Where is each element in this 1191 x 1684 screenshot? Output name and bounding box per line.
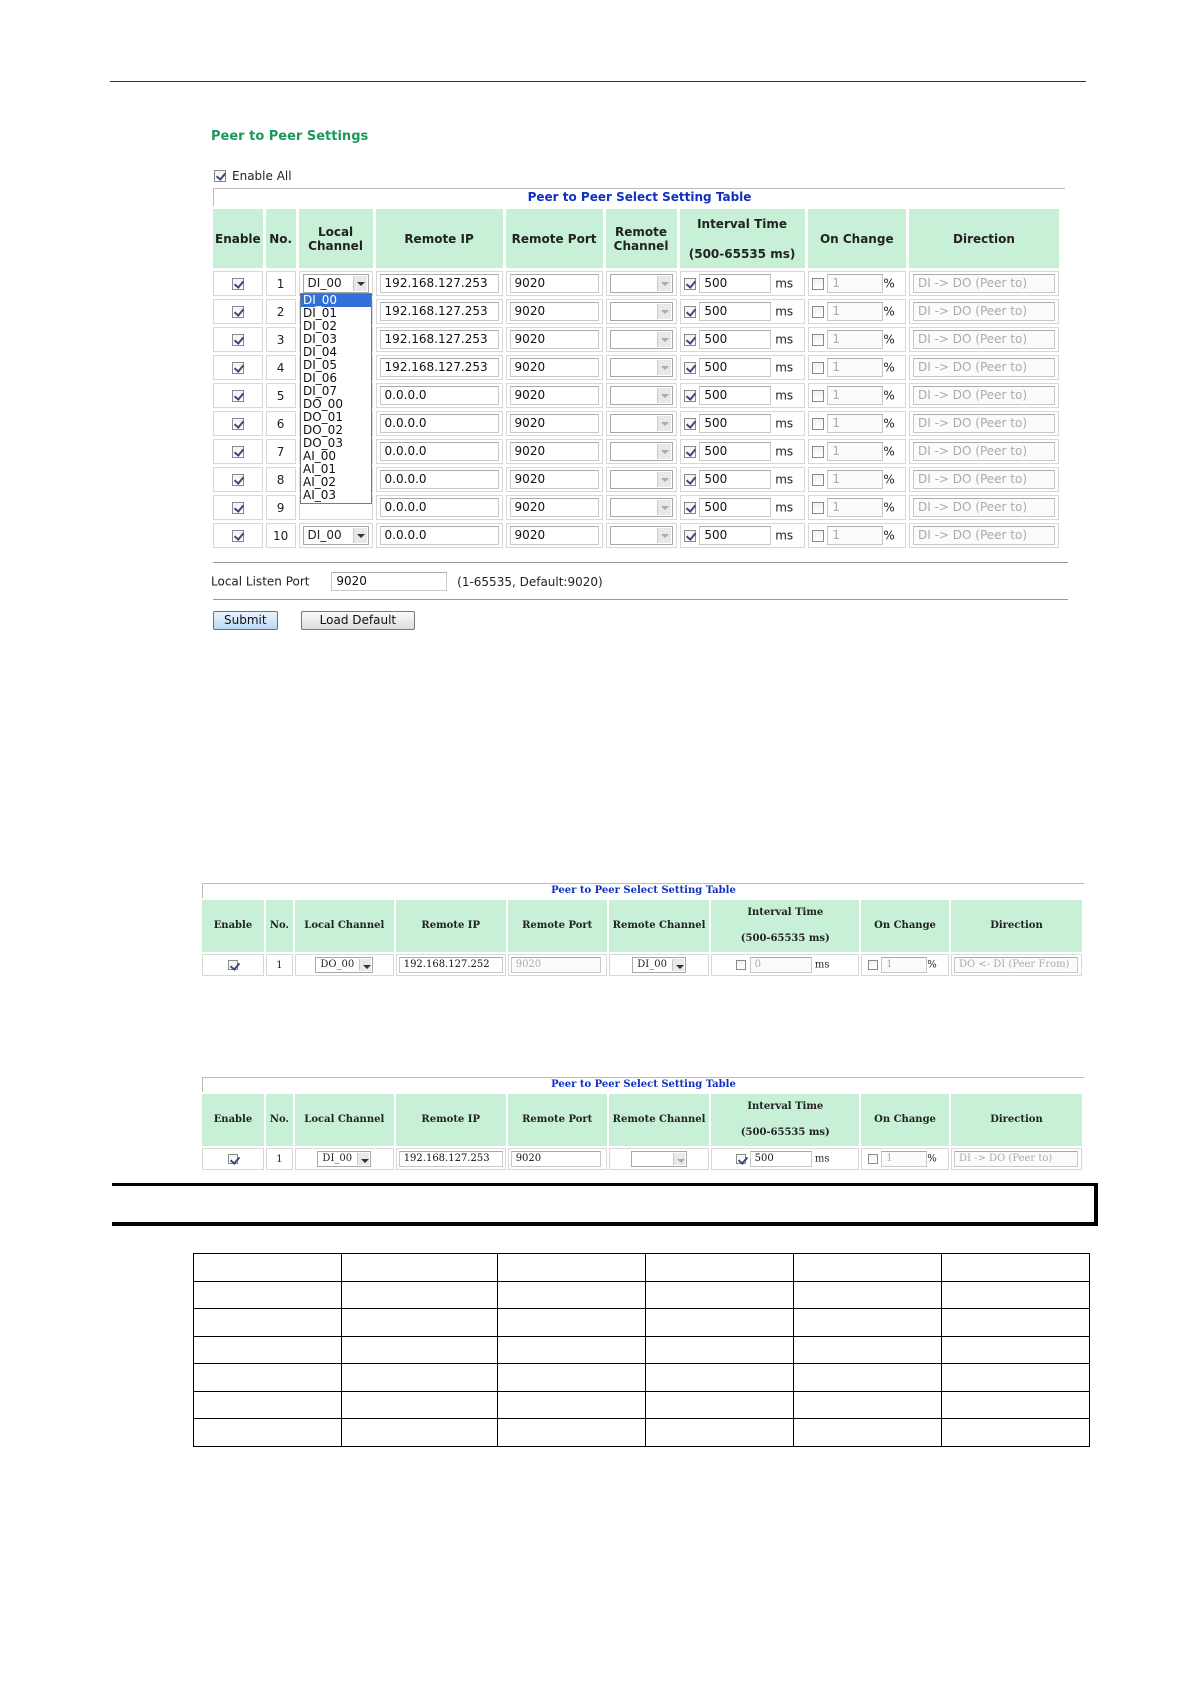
empty-cell <box>794 1281 942 1309</box>
dropdown-option[interactable]: DO_02 <box>303 423 343 437</box>
fig2-on-change-input[interactable]: 1 <box>881 957 927 973</box>
page-top-rule <box>110 81 1086 82</box>
local-channel-dropdown-list[interactable] <box>300 293 372 504</box>
empty-cell <box>194 1254 342 1282</box>
remote-port-input[interactable]: 9020 <box>510 414 599 433</box>
listen-port-hint: (1-65535, Default:9020) <box>457 574 603 589</box>
empty-cell <box>942 1391 1090 1419</box>
fig2-header-on-change: On Change <box>861 900 949 952</box>
figure-peer-to-table <box>202 1077 1084 1172</box>
on-change-input[interactable]: 1 <box>827 386 883 405</box>
empty-cell <box>498 1281 646 1309</box>
empty-cell <box>498 1364 646 1392</box>
empty-cell <box>942 1254 1090 1282</box>
chevron-down-icon <box>657 500 671 515</box>
empty-cell <box>194 1419 342 1447</box>
fig2-header-interval-label: Interval Time <box>747 907 824 918</box>
empty-cell <box>194 1309 342 1337</box>
interval-input[interactable]: 500 <box>699 302 771 321</box>
interval-input[interactable]: 500 <box>699 526 771 545</box>
remote-channel-select[interactable] <box>610 274 673 293</box>
row-enable-checkbox[interactable] <box>232 530 244 542</box>
fig2-interval-unit: ms <box>814 959 830 971</box>
on-change-input[interactable]: 1 <box>827 526 883 545</box>
interval-unit: ms <box>775 360 794 375</box>
fig2-row <box>202 954 1082 976</box>
fig3-remote-port-input[interactable]: 9020 <box>511 1151 601 1167</box>
remote-ip-input[interactable]: 0.0.0.0 <box>380 526 499 545</box>
fig2-remote-port-input[interactable]: 9020 <box>511 957 601 973</box>
enable-all-checkbox[interactable] <box>214 170 226 182</box>
fig2-enable-checkbox[interactable] <box>228 960 238 970</box>
fig2-header-no: No. <box>266 900 293 952</box>
empty-cell <box>194 1281 342 1309</box>
percent-unit: % <box>883 304 895 319</box>
remote-ip-input[interactable]: 192.168.127.253 <box>380 358 499 377</box>
empty-cell <box>498 1391 646 1419</box>
fig2-remote-channel-select[interactable] <box>632 957 686 973</box>
form-buttons <box>213 609 415 630</box>
fig2-remote-ip-input[interactable]: 192.168.127.252 <box>399 957 503 973</box>
local-channel-value: DI_00 <box>307 528 342 542</box>
fig3-remote-ip-input[interactable]: 192.168.127.253 <box>399 1151 503 1167</box>
interval-checkbox[interactable] <box>684 446 696 458</box>
on-change-input[interactable]: 1 <box>827 442 883 461</box>
on-change-input[interactable]: 1 <box>827 274 883 293</box>
remote-ip-input[interactable]: 0.0.0.0 <box>380 386 499 405</box>
fig3-header-remote-channel: Remote Channel <box>609 1094 710 1146</box>
interval-unit: ms <box>775 388 794 403</box>
table-caption: Peer to Peer Select Setting Table <box>213 188 1065 206</box>
interval-unit: ms <box>775 276 794 291</box>
chevron-down-icon <box>657 360 671 375</box>
remote-channel-select[interactable] <box>610 442 673 461</box>
local-channel-select[interactable] <box>303 526 369 545</box>
dropdown-option[interactable]: DO_03 <box>303 436 343 450</box>
figure-peer-from-table <box>202 883 1084 978</box>
fig2-local-channel-value: DO_00 <box>320 959 355 970</box>
remote-port-input[interactable]: 9020 <box>510 470 599 489</box>
dropdown-option[interactable]: DI_03 <box>303 332 338 346</box>
interval-checkbox[interactable] <box>684 362 696 374</box>
dropdown-option[interactable]: DI_07 <box>303 384 338 398</box>
submit-button[interactable]: Submit <box>213 611 278 630</box>
fig2-header-remote-port: Remote Port <box>508 900 607 952</box>
remote-channel-select[interactable] <box>610 470 673 489</box>
empty-cell <box>646 1254 794 1282</box>
direction-field[interactable]: DI -> DO (Peer to) <box>913 330 1055 349</box>
remote-channel-select[interactable] <box>610 358 673 377</box>
on-change-input[interactable]: 1 <box>827 470 883 489</box>
chevron-down-icon <box>657 332 671 347</box>
dropdown-option[interactable]: DO_00 <box>303 397 343 411</box>
interval-input[interactable]: 500 <box>699 470 771 489</box>
empty-cell <box>942 1364 1090 1392</box>
fig3-table <box>200 1092 1084 1172</box>
header-on-change: On Change <box>808 209 906 268</box>
chevron-down-icon <box>657 304 671 319</box>
header-remote-port: Remote Port <box>506 209 603 268</box>
interval-input[interactable]: 500 <box>699 274 771 293</box>
remote-port-input[interactable]: 9020 <box>510 302 599 321</box>
fig2-direction-field[interactable]: DO <- DI (Peer From) <box>954 957 1078 973</box>
empty-cell <box>194 1336 342 1364</box>
percent-unit: % <box>883 444 895 459</box>
fig3-header-interval-range: (500-65535 ms) <box>740 1127 830 1138</box>
header-remote-ip: Remote IP <box>376 209 503 268</box>
percent-unit: % <box>883 276 895 291</box>
header-interval-time <box>680 209 805 268</box>
chevron-down-icon <box>657 444 671 459</box>
fig3-header-on-change: On Change <box>861 1094 949 1146</box>
dropdown-option[interactable]: DI_02 <box>303 319 338 333</box>
dropdown-option[interactable]: AI_02 <box>303 475 337 489</box>
on-change-checkbox[interactable] <box>812 390 824 402</box>
direction-field[interactable]: DI -> DO (Peer to) <box>913 470 1055 489</box>
fig3-row-no: 1 <box>266 1148 293 1170</box>
empty-row <box>194 1309 1090 1337</box>
interval-input[interactable]: 500 <box>699 358 771 377</box>
direction-field[interactable]: DI -> DO (Peer to) <box>913 358 1055 377</box>
fig3-row <box>202 1148 1082 1170</box>
fig2-header-remote-channel: Remote Channel <box>609 900 710 952</box>
on-change-checkbox[interactable] <box>812 306 824 318</box>
percent-unit: % <box>883 332 895 347</box>
interval-unit: ms <box>775 528 794 543</box>
percent-unit: % <box>883 500 895 515</box>
local-channel-value: DI_00 <box>307 276 342 290</box>
row-enable-checkbox[interactable] <box>232 278 244 290</box>
remote-port-input[interactable]: 9020 <box>510 442 599 461</box>
interval-input[interactable]: 500 <box>699 386 771 405</box>
black-frame-box <box>112 1183 1098 1226</box>
fig3-enable-checkbox[interactable] <box>228 1154 238 1164</box>
empty-cell <box>342 1281 498 1309</box>
fig2-interval-checkbox[interactable] <box>736 960 746 970</box>
fig3-header-no: No. <box>266 1094 293 1146</box>
direction-field[interactable]: DI -> DO (Peer to) <box>913 414 1055 433</box>
load-default-button[interactable]: Load Default <box>301 611 415 630</box>
fig2-header-enable: Enable <box>202 900 264 952</box>
remote-channel-select[interactable] <box>610 526 673 545</box>
empty-cell <box>342 1336 498 1364</box>
on-change-checkbox[interactable] <box>812 418 824 430</box>
remote-ip-input[interactable]: 0.0.0.0 <box>380 414 499 433</box>
remote-ip-input[interactable]: 0.0.0.0 <box>380 498 499 517</box>
dropdown-option[interactable]: DI_04 <box>303 345 338 359</box>
fig2-header-interval-range: (500-65535 ms) <box>740 933 830 944</box>
percent-unit: % <box>883 416 895 431</box>
on-change-input[interactable]: 1 <box>827 414 883 433</box>
direction-field[interactable]: DI -> DO (Peer to) <box>913 526 1055 545</box>
empty-cell <box>942 1419 1090 1447</box>
fig3-direction-field[interactable]: DI -> DO (Peer to) <box>954 1151 1078 1167</box>
fig3-interval-input[interactable]: 500 <box>750 1151 812 1167</box>
row-enable-checkbox[interactable] <box>232 306 244 318</box>
interval-checkbox[interactable] <box>684 334 696 346</box>
table-row <box>213 523 1059 548</box>
on-change-input[interactable]: 1 <box>827 498 883 517</box>
remote-port-input[interactable]: 9020 <box>510 274 599 293</box>
interval-input[interactable]: 500 <box>699 442 771 461</box>
empty-row <box>194 1254 1090 1282</box>
row-no: 8 <box>266 467 296 492</box>
fig3-remote-channel-select[interactable] <box>631 1151 687 1167</box>
row-enable-checkbox[interactable] <box>232 362 244 374</box>
header-enable: Enable <box>213 209 263 268</box>
fig3-local-channel-select[interactable] <box>317 1151 371 1167</box>
fig3-header-interval-label: Interval Time <box>747 1101 824 1112</box>
empty-cell <box>794 1391 942 1419</box>
on-change-checkbox[interactable] <box>812 474 824 486</box>
row-enable-checkbox[interactable] <box>232 334 244 346</box>
row-no: 2 <box>266 299 296 324</box>
fig2-row-no: 1 <box>266 954 293 976</box>
fig2-on-change-checkbox[interactable] <box>868 960 878 970</box>
remote-ip-input[interactable]: 192.168.127.253 <box>380 330 499 349</box>
row-no: 6 <box>266 411 296 436</box>
percent-unit: % <box>883 360 895 375</box>
empty-row <box>194 1364 1090 1392</box>
empty-grid-table <box>193 1253 1090 1447</box>
fig3-on-change-input[interactable]: 1 <box>881 1151 927 1167</box>
fig3-interval-unit: ms <box>814 1153 830 1165</box>
empty-cell <box>498 1309 646 1337</box>
empty-cell <box>342 1254 498 1282</box>
header-remote-channel: Remote Channel <box>606 209 677 268</box>
chevron-down-icon <box>657 276 671 291</box>
empty-cell <box>942 1281 1090 1309</box>
header-no: No. <box>266 209 296 268</box>
dropdown-option[interactable]: DI_01 <box>303 306 338 320</box>
chevron-down-icon <box>353 528 367 543</box>
empty-cell <box>498 1419 646 1447</box>
on-change-checkbox[interactable] <box>812 446 824 458</box>
empty-cell <box>646 1309 794 1337</box>
remote-port-input[interactable]: 9020 <box>510 330 599 349</box>
header-interval-label: Interval Time <box>697 216 788 231</box>
empty-cell <box>794 1364 942 1392</box>
interval-checkbox[interactable] <box>684 278 696 290</box>
empty-cell <box>498 1336 646 1364</box>
remote-port-input[interactable]: 9020 <box>510 358 599 377</box>
chevron-down-icon <box>357 1153 369 1165</box>
percent-unit: % <box>883 388 895 403</box>
empty-cell <box>794 1419 942 1447</box>
empty-cell <box>646 1281 794 1309</box>
empty-cell <box>942 1336 1090 1364</box>
interval-unit: ms <box>775 304 794 319</box>
empty-cell <box>794 1254 942 1282</box>
divider-below-listen <box>213 599 1068 600</box>
local-listen-port-row <box>211 572 603 591</box>
interval-checkbox[interactable] <box>684 306 696 318</box>
header-local-channel: Local Channel <box>299 209 373 268</box>
row-no: 5 <box>266 383 296 408</box>
chevron-down-icon <box>657 528 671 543</box>
remote-channel-select[interactable] <box>610 302 673 321</box>
empty-row <box>194 1419 1090 1447</box>
chevron-down-icon <box>359 959 371 971</box>
empty-cell <box>942 1309 1090 1337</box>
dropdown-option[interactable]: DI_06 <box>303 371 338 385</box>
interval-input[interactable]: 500 <box>699 330 771 349</box>
empty-cell <box>794 1309 942 1337</box>
remote-channel-select[interactable] <box>610 414 673 433</box>
dropdown-option[interactable]: AI_00 <box>303 449 337 463</box>
row-enable-checkbox[interactable] <box>232 418 244 430</box>
interval-unit: ms <box>775 472 794 487</box>
row-enable-checkbox[interactable] <box>232 474 244 486</box>
row-no: 10 <box>266 523 296 548</box>
local-channel-select[interactable] <box>303 274 369 293</box>
remote-ip-input[interactable]: 192.168.127.253 <box>380 274 499 293</box>
fig2-interval-input[interactable]: 0 <box>750 957 812 973</box>
remote-channel-select[interactable] <box>610 498 673 517</box>
chevron-down-icon <box>657 388 671 403</box>
direction-field[interactable]: DI -> DO (Peer to) <box>913 302 1055 321</box>
empty-cell <box>194 1364 342 1392</box>
fig2-remote-channel-value: DI_00 <box>637 959 667 970</box>
direction-field[interactable]: DI -> DO (Peer to) <box>913 274 1055 293</box>
percent-unit: % <box>883 528 895 543</box>
chevron-down-icon <box>673 1153 685 1165</box>
header-interval-range: (500-65535 ms) <box>688 246 796 261</box>
remote-ip-input[interactable]: 192.168.127.253 <box>380 302 499 321</box>
chevron-down-icon <box>353 276 367 291</box>
dropdown-option[interactable]: DI_05 <box>303 358 338 372</box>
empty-cell <box>646 1364 794 1392</box>
remote-port-input[interactable]: 9020 <box>510 386 599 405</box>
interval-unit: ms <box>775 416 794 431</box>
remote-ip-input[interactable]: 0.0.0.0 <box>380 442 499 461</box>
fig3-header-enable: Enable <box>202 1094 264 1146</box>
fig2-percent-unit: % <box>927 959 937 971</box>
fig3-header-local-channel: Local Channel <box>295 1094 394 1146</box>
section-title: Peer to Peer Settings <box>211 129 369 144</box>
empty-cell <box>342 1364 498 1392</box>
chevron-down-icon <box>672 959 684 971</box>
direction-field[interactable]: DI -> DO (Peer to) <box>913 442 1055 461</box>
row-enable-checkbox[interactable] <box>232 390 244 402</box>
row-no: 3 <box>266 327 296 352</box>
on-change-checkbox[interactable] <box>812 334 824 346</box>
interval-checkbox[interactable] <box>684 502 696 514</box>
fig2-header-interval <box>711 900 859 952</box>
fig3-header-direction: Direction <box>951 1094 1082 1146</box>
fig2-local-channel-select[interactable] <box>315 957 373 973</box>
empty-cell <box>342 1391 498 1419</box>
fig3-caption: Peer to Peer Select Setting Table <box>202 1077 1084 1092</box>
dropdown-option[interactable]: AI_03 <box>303 488 337 502</box>
dropdown-option[interactable]: DI_00 <box>301 294 371 307</box>
enable-all[interactable] <box>214 168 292 183</box>
interval-checkbox[interactable] <box>684 474 696 486</box>
interval-unit: ms <box>775 444 794 459</box>
empty-cell <box>342 1419 498 1447</box>
row-enable-checkbox[interactable] <box>232 502 244 514</box>
row-no: 9 <box>266 495 296 520</box>
on-change-input[interactable]: 1 <box>827 330 883 349</box>
empty-cell <box>794 1336 942 1364</box>
on-change-checkbox[interactable] <box>812 530 824 542</box>
fig3-local-channel-value: DI_00 <box>322 1153 353 1164</box>
listen-port-input[interactable]: 9020 <box>331 572 447 591</box>
fig2-caption: Peer to Peer Select Setting Table <box>202 883 1084 898</box>
fig3-on-change-checkbox[interactable] <box>868 1154 878 1164</box>
row-no: 7 <box>266 439 296 464</box>
fig3-header-remote-port: Remote Port <box>508 1094 607 1146</box>
fig2-header-local-channel: Local Channel <box>295 900 394 952</box>
remote-channel-select[interactable] <box>610 330 673 349</box>
remote-channel-select[interactable] <box>610 386 673 405</box>
fig2-header-remote-ip: Remote IP <box>396 900 506 952</box>
dropdown-option[interactable]: AI_01 <box>303 462 337 476</box>
empty-row <box>194 1281 1090 1309</box>
fig3-header-remote-ip: Remote IP <box>396 1094 506 1146</box>
listen-port-label: Local Listen Port <box>211 574 310 589</box>
chevron-down-icon <box>657 416 671 431</box>
interval-unit: ms <box>775 332 794 347</box>
empty-cell <box>646 1391 794 1419</box>
fig3-header-interval <box>711 1094 859 1146</box>
interval-checkbox[interactable] <box>684 418 696 430</box>
row-enable-checkbox[interactable] <box>232 446 244 458</box>
empty-row <box>194 1391 1090 1419</box>
chevron-down-icon <box>657 472 671 487</box>
interval-input[interactable]: 500 <box>699 498 771 517</box>
empty-cell <box>646 1419 794 1447</box>
fig3-percent-unit: % <box>927 1153 937 1165</box>
empty-cell <box>342 1309 498 1337</box>
on-change-checkbox[interactable] <box>812 362 824 374</box>
divider-above-listen <box>213 562 1068 563</box>
interval-checkbox[interactable] <box>684 390 696 402</box>
on-change-checkbox[interactable] <box>812 502 824 514</box>
remote-ip-input[interactable]: 0.0.0.0 <box>380 470 499 489</box>
percent-unit: % <box>883 472 895 487</box>
header-direction: Direction <box>909 209 1059 268</box>
enable-all-label: Enable All <box>232 168 292 183</box>
remote-port-input[interactable]: 9020 <box>510 526 599 545</box>
interval-unit: ms <box>775 500 794 515</box>
empty-row <box>194 1336 1090 1364</box>
remote-port-input[interactable]: 9020 <box>510 498 599 517</box>
on-change-input[interactable]: 1 <box>827 302 883 321</box>
fig3-interval-checkbox[interactable] <box>736 1154 746 1164</box>
dropdown-option[interactable]: DO_01 <box>303 410 343 424</box>
row-no: 1 <box>266 271 296 296</box>
interval-input[interactable]: 500 <box>699 414 771 433</box>
fig2-header-direction: Direction <box>951 900 1082 952</box>
empty-cell <box>498 1254 646 1282</box>
interval-checkbox[interactable] <box>684 530 696 542</box>
direction-field[interactable]: DI -> DO (Peer to) <box>913 386 1055 405</box>
on-change-input[interactable]: 1 <box>827 358 883 377</box>
empty-cell <box>646 1336 794 1364</box>
empty-cell <box>194 1391 342 1419</box>
on-change-checkbox[interactable] <box>812 278 824 290</box>
direction-field[interactable]: DI -> DO (Peer to) <box>913 498 1055 517</box>
fig2-table <box>200 898 1084 978</box>
row-no: 4 <box>266 355 296 380</box>
